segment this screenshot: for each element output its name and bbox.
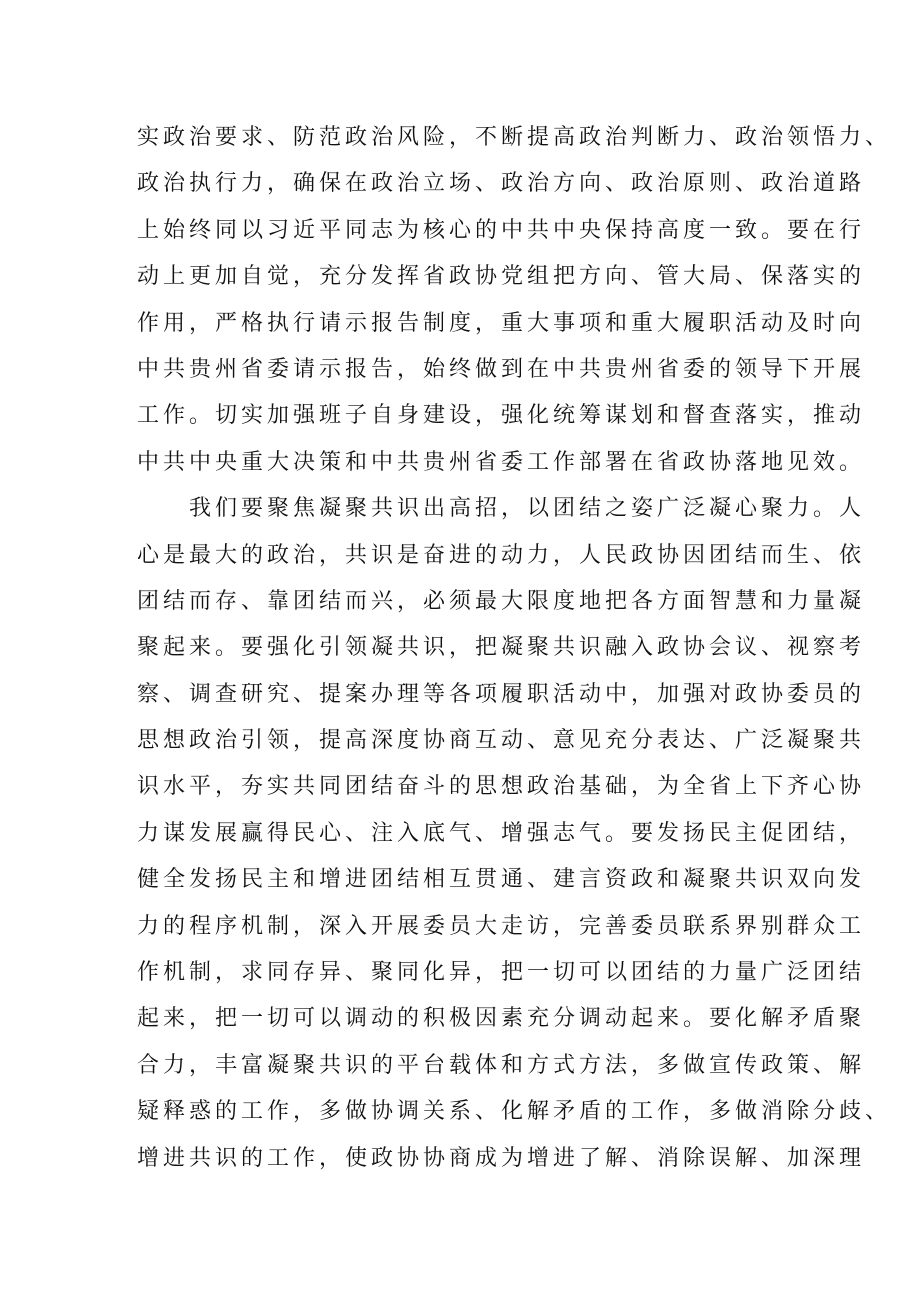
text-line: 识水平，夯实共同团结奋斗的思想政治基础，为全省上下齐心协 [137, 774, 866, 800]
text-line: 上始终同以习近平同志为核心的中共中央保持高度一致。要在行 [137, 217, 866, 243]
body-text [137, 115, 892, 1182]
text-line: 中共中央重大决策和中共贵州省委工作部署在省政协落地见效。 [137, 449, 866, 475]
text-line: 合力，丰富凝聚共识的平台载体和方式方法，多做宣传政策、解 [137, 1052, 866, 1078]
text-line: 健全发扬民主和增进团结相互贯通、建言资政和凝聚共识双向发 [137, 867, 866, 893]
text-line: 思想政治引领，提高深度协商互动、意见充分表达、广泛凝聚共 [137, 728, 866, 754]
text-line: 心是最大的政治，共识是奋进的动力，人民政协因团结而生、依 [137, 542, 866, 568]
paragraph-start-line: 我们要聚焦凝聚共识出高招，以团结之姿广泛凝心聚力。人 [137, 496, 866, 522]
text-line: 实政治要求、防范政治风险，不断提高政治判断力、政治领悟力、 [137, 125, 892, 150]
text-line: 起来，把一切可以调动的积极因素充分调动起来。要化解矛盾聚 [137, 1006, 866, 1032]
text-line: 团结而存、靠团结而兴，必须最大限度地把各方面智慧和力量凝 [137, 588, 866, 614]
text-line: 察、调查研究、提案办理等各项履职活动中，加强对政协委员的 [137, 681, 866, 707]
text-line: 疑释惑的工作，多做协调关系、化解矛盾的工作，多做消除分歧、 [137, 1099, 892, 1125]
text-line: 增进共识的工作，使政协协商成为增进了解、消除误解、加深理 [137, 1145, 866, 1171]
text-line: 作机制，求同存异、聚同化异，把一切可以团结的力量广泛团结 [137, 960, 866, 986]
text-line: 聚起来。要强化引领凝共识，把凝聚共识融入政协会议、视察考 [137, 635, 866, 661]
text-line: 中共贵州省委请示报告，始终做到在中共贵州省委的领导下开展 [137, 356, 866, 382]
text-line: 政治执行力，确保在政治立场、政治方向、政治原则、政治道路 [137, 171, 866, 197]
text-line: 工作。切实加强班子自身建设，强化统筹谋划和督查落实，推动 [137, 403, 866, 429]
text-line: 力谋发展赢得民心、注入底气、增强志气。要发扬民主促团结， [137, 820, 866, 846]
text-line: 作用，严格执行请示报告制度，重大事项和重大履职活动及时向 [137, 310, 866, 336]
text-line: 动上更加自觉，充分发挥省政协党组把方向、管大局、保落实的 [137, 264, 866, 290]
text-line: 力的程序机制，深入开展委员大走访，完善委员联系界别群众工 [137, 913, 866, 939]
